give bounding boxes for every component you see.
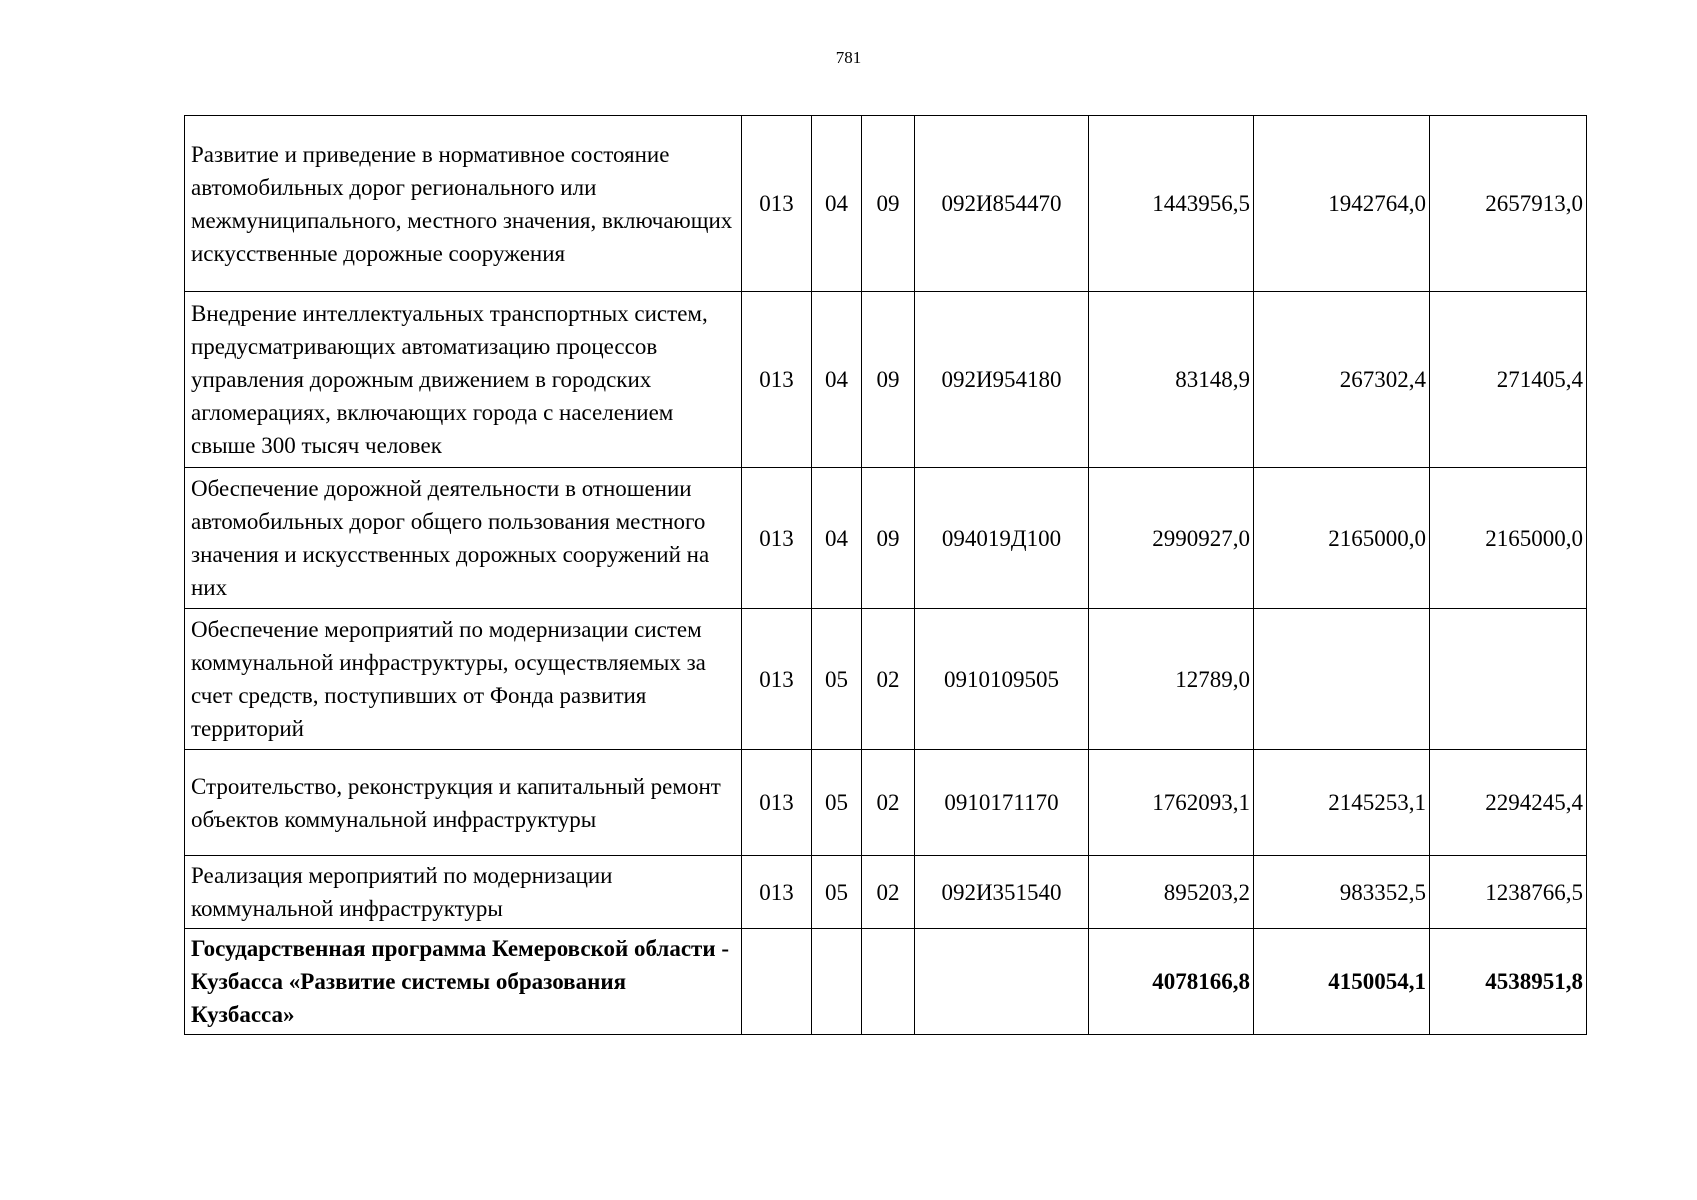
target-article-code: 092И954180	[915, 292, 1089, 468]
amount-year-1: 1443956,5	[1089, 116, 1254, 292]
amount-year-3: 2165000,0	[1430, 468, 1587, 609]
program-total-name: Государственная программа Кемеровской области - Кузбасса «Развитие системы образования Кузбасса»	[185, 929, 742, 1035]
amount-year-2: 983352,5	[1254, 856, 1430, 929]
subsection-code: 02	[862, 750, 915, 856]
subsection-code: 02	[862, 609, 915, 750]
amount-year-1: 83148,9	[1089, 292, 1254, 468]
target-article-code: 092И854470	[915, 116, 1089, 292]
budget-table	[184, 115, 1587, 1035]
amount-year-2: 2165000,0	[1254, 468, 1430, 609]
section-code	[812, 929, 862, 1035]
ministry-code: 013	[742, 116, 812, 292]
amount-year-3: 2294245,4	[1430, 750, 1587, 856]
subsection-code: 09	[862, 468, 915, 609]
target-article-code	[915, 929, 1089, 1035]
subsection-code	[862, 929, 915, 1035]
amount-year-3: 1238766,5	[1430, 856, 1587, 929]
table-row	[185, 292, 1587, 468]
ministry-code: 013	[742, 468, 812, 609]
section-code: 05	[812, 856, 862, 929]
total-year-3: 4538951,8	[1430, 929, 1587, 1035]
subsection-code: 09	[862, 292, 915, 468]
table-row	[185, 750, 1587, 856]
amount-year-3: 2657913,0	[1430, 116, 1587, 292]
table-row	[185, 609, 1587, 750]
section-code: 04	[812, 292, 862, 468]
ministry-code	[742, 929, 812, 1035]
amount-year-1: 2990927,0	[1089, 468, 1254, 609]
row-name: Реализация мероприятий по модернизации коммунальной инфраструктуры	[185, 856, 742, 929]
section-code: 04	[812, 468, 862, 609]
amount-year-2	[1254, 609, 1430, 750]
ministry-code: 013	[742, 750, 812, 856]
row-name: Развитие и приведение в нормативное состояние автомобильных дорог регионального или межмуниципального, местного значения, включающих искусственные дорожные сооружения	[185, 116, 742, 292]
page-number: 781	[835, 48, 862, 67]
amount-year-2: 2145253,1	[1254, 750, 1430, 856]
total-row	[185, 929, 1587, 1035]
amount-year-3	[1430, 609, 1587, 750]
total-year-2: 4150054,1	[1254, 929, 1430, 1035]
amount-year-1: 895203,2	[1089, 856, 1254, 929]
amount-year-3: 271405,4	[1430, 292, 1587, 468]
section-code: 04	[812, 116, 862, 292]
row-name: Строительство, реконструкция и капитальный ремонт объектов коммунальной инфраструктуры	[185, 750, 742, 856]
table-row	[185, 468, 1587, 609]
ministry-code: 013	[742, 292, 812, 468]
amount-year-2: 267302,4	[1254, 292, 1430, 468]
ministry-code: 013	[742, 856, 812, 929]
table-row	[185, 116, 1587, 292]
row-name: Обеспечение дорожной деятельности в отношении автомобильных дорог общего пользования местного значения и искусственных дорожных сооружений на них	[185, 468, 742, 609]
row-name: Внедрение интеллектуальных транспортных систем, предусматривающих автоматизацию процессов управления дорожным движением в городских агломерациях, включающих города с населением свыше 300 тысяч человек	[185, 292, 742, 468]
section-code: 05	[812, 609, 862, 750]
table-body	[185, 116, 1587, 1035]
amount-year-2: 1942764,0	[1254, 116, 1430, 292]
subsection-code: 09	[862, 116, 915, 292]
target-article-code: 094019Д100	[915, 468, 1089, 609]
target-article-code: 092И351540	[915, 856, 1089, 929]
section-code: 05	[812, 750, 862, 856]
target-article-code: 0910109505	[915, 609, 1089, 750]
amount-year-1: 12789,0	[1089, 609, 1254, 750]
ministry-code: 013	[742, 609, 812, 750]
subsection-code: 02	[862, 856, 915, 929]
amount-year-1: 1762093,1	[1089, 750, 1254, 856]
table-row	[185, 856, 1587, 929]
total-year-1: 4078166,8	[1089, 929, 1254, 1035]
target-article-code: 0910171170	[915, 750, 1089, 856]
row-name: Обеспечение мероприятий по модернизации систем коммунальной инфраструктуры, осуществляемых за счет средств, поступивших от Фонда развития территорий	[185, 609, 742, 750]
